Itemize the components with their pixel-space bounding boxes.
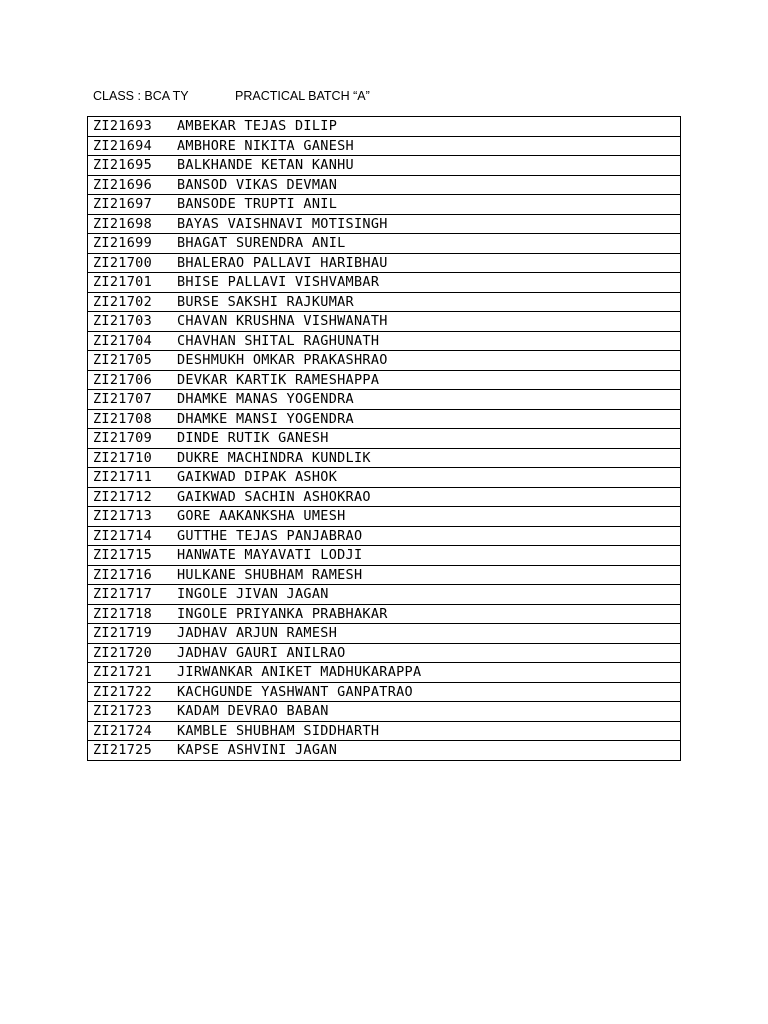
- class-label: CLASS : BCA TY: [93, 89, 189, 103]
- table-row: [88, 702, 681, 722]
- student-roster-table: [87, 116, 681, 761]
- student-roster-body: [88, 117, 681, 761]
- student-id: ZI21703: [88, 312, 178, 332]
- table-row: [88, 136, 681, 156]
- table-row: [88, 604, 681, 624]
- student-name: KAMBLE SHUBHAM SIDDHARTH: [177, 721, 681, 741]
- student-name: BANSODE TRUPTI ANIL: [177, 195, 681, 215]
- student-id: ZI21702: [88, 292, 178, 312]
- student-name: KACHGUNDE YASHWANT GANPATRAO: [177, 682, 681, 702]
- table-row: [88, 117, 681, 137]
- table-row: [88, 741, 681, 761]
- student-id: ZI21697: [88, 195, 178, 215]
- table-row: [88, 195, 681, 215]
- table-row: [88, 253, 681, 273]
- table-row: [88, 526, 681, 546]
- student-id: ZI21713: [88, 507, 178, 527]
- student-name: HANWATE MAYAVATI LODJI: [177, 546, 681, 566]
- student-name: INGOLE PRIYANKA PRABHAKAR: [177, 604, 681, 624]
- batch-label: PRACTICAL BATCH “A”: [235, 89, 370, 103]
- student-name: GAIKWAD SACHIN ASHOKRAO: [177, 487, 681, 507]
- table-row: [88, 409, 681, 429]
- student-name: HULKANE SHUBHAM RAMESH: [177, 565, 681, 585]
- student-name: DINDE RUTIK GANESH: [177, 429, 681, 449]
- table-row: [88, 721, 681, 741]
- student-id: ZI21722: [88, 682, 178, 702]
- student-id: ZI21719: [88, 624, 178, 644]
- student-name: KADAM DEVRAO BABAN: [177, 702, 681, 722]
- table-row: [88, 331, 681, 351]
- table-row: [88, 273, 681, 293]
- table-row: [88, 156, 681, 176]
- table-row: [88, 624, 681, 644]
- student-name: KAPSE ASHVINI JAGAN: [177, 741, 681, 761]
- student-id: ZI21721: [88, 663, 178, 683]
- student-id: ZI21694: [88, 136, 178, 156]
- student-name: GAIKWAD DIPAK ASHOK: [177, 468, 681, 488]
- student-name: INGOLE JIVAN JAGAN: [177, 585, 681, 605]
- table-row: [88, 370, 681, 390]
- student-name: CHAVAN KRUSHNA VISHWANATH: [177, 312, 681, 332]
- table-row: [88, 448, 681, 468]
- student-id: ZI21708: [88, 409, 178, 429]
- table-row: [88, 585, 681, 605]
- student-id: ZI21712: [88, 487, 178, 507]
- table-row: [88, 175, 681, 195]
- table-row: [88, 429, 681, 449]
- student-name: DEVKAR KARTIK RAMESHAPPA: [177, 370, 681, 390]
- student-name: BALKHANDE KETAN KANHU: [177, 156, 681, 176]
- student-id: ZI21700: [88, 253, 178, 273]
- table-row: [88, 565, 681, 585]
- student-name: DUKRE MACHINDRA KUNDLIK: [177, 448, 681, 468]
- table-row: [88, 292, 681, 312]
- table-row: [88, 468, 681, 488]
- student-id: ZI21695: [88, 156, 178, 176]
- student-name: JADHAV ARJUN RAMESH: [177, 624, 681, 644]
- student-name: GUTTHE TEJAS PANJABRAO: [177, 526, 681, 546]
- student-name: GORE AAKANKSHA UMESH: [177, 507, 681, 527]
- student-name: CHAVHAN SHITAL RAGHUNATH: [177, 331, 681, 351]
- student-id: ZI21724: [88, 721, 178, 741]
- student-id: ZI21716: [88, 565, 178, 585]
- student-id: ZI21709: [88, 429, 178, 449]
- student-name: BANSOD VIKAS DEVMAN: [177, 175, 681, 195]
- student-id: ZI21718: [88, 604, 178, 624]
- student-id: ZI21699: [88, 234, 178, 254]
- table-row: [88, 214, 681, 234]
- student-id: ZI21696: [88, 175, 178, 195]
- student-id: ZI21698: [88, 214, 178, 234]
- table-row: [88, 312, 681, 332]
- table-row: [88, 682, 681, 702]
- student-id: ZI21711: [88, 468, 178, 488]
- student-id: ZI21706: [88, 370, 178, 390]
- student-id: ZI21693: [88, 117, 178, 137]
- student-name: JADHAV GAURI ANILRAO: [177, 643, 681, 663]
- student-name: DHAMKE MANSI YOGENDRA: [177, 409, 681, 429]
- table-row: [88, 643, 681, 663]
- table-row: [88, 234, 681, 254]
- table-row: [88, 507, 681, 527]
- student-id: ZI21710: [88, 448, 178, 468]
- document-header: [93, 89, 370, 103]
- student-id: ZI21720: [88, 643, 178, 663]
- table-row: [88, 546, 681, 566]
- student-name: DESHMUKH OMKAR PRAKASHRAO: [177, 351, 681, 371]
- student-id: ZI21701: [88, 273, 178, 293]
- student-name: BAYAS VAISHNAVI MOTISINGH: [177, 214, 681, 234]
- student-id: ZI21717: [88, 585, 178, 605]
- student-name: BURSE SAKSHI RAJKUMAR: [177, 292, 681, 312]
- student-name: BHAGAT SURENDRA ANIL: [177, 234, 681, 254]
- student-name: AMBEKAR TEJAS DILIP: [177, 117, 681, 137]
- table-row: [88, 487, 681, 507]
- table-row: [88, 351, 681, 371]
- student-id: ZI21715: [88, 546, 178, 566]
- student-id: ZI21725: [88, 741, 178, 761]
- student-id: ZI21723: [88, 702, 178, 722]
- student-name: JIRWANKAR ANIKET MADHUKARAPPA: [177, 663, 681, 683]
- table-row: [88, 663, 681, 683]
- student-name: DHAMKE MANAS YOGENDRA: [177, 390, 681, 410]
- student-id: ZI21714: [88, 526, 178, 546]
- student-id: ZI21704: [88, 331, 178, 351]
- student-id: ZI21705: [88, 351, 178, 371]
- student-id: ZI21707: [88, 390, 178, 410]
- student-name: BHISE PALLAVI VISHVAMBAR: [177, 273, 681, 293]
- table-row: [88, 390, 681, 410]
- student-name: AMBHORE NIKITA GANESH: [177, 136, 681, 156]
- student-name: BHALERAO PALLAVI HARIBHAU: [177, 253, 681, 273]
